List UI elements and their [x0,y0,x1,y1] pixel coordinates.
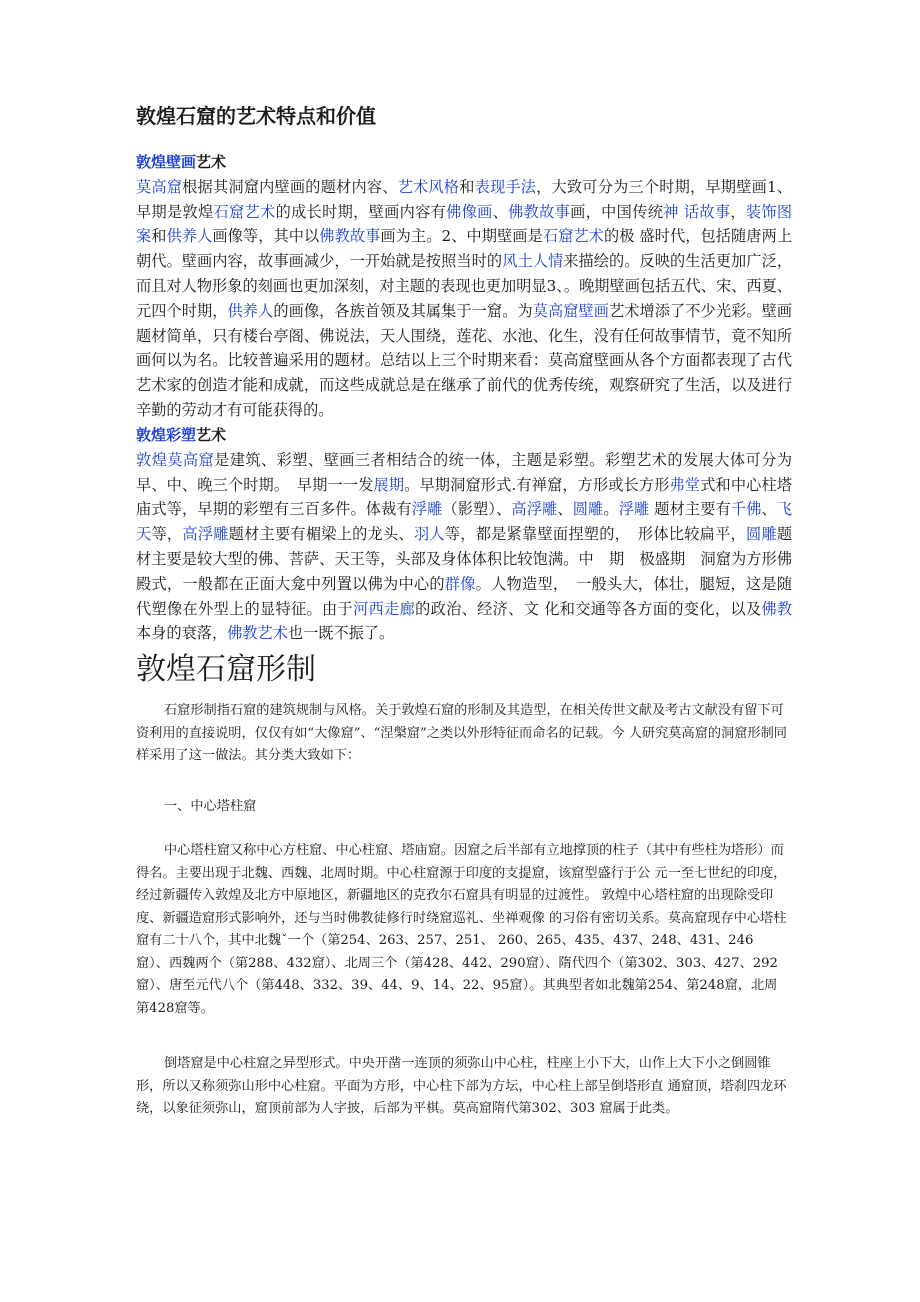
term-link[interactable]: 敦煌 [136,450,168,469]
term-link[interactable]: 弗堂 [669,475,701,494]
term-link[interactable]: 佛教故事 [508,202,571,221]
inverted-pagoda-paragraph: 倒塔窟是中心柱窟之异型形式。中央开凿一连顶的须弥山中心柱，柱座上小下大，山作上大下小之倒圆锥形，所以又称须弥山形中心柱窟。平面为方形，中心柱下部为方坛，中心柱上部呈倒塔形直 通窟顶，塔刹四龙环绕，以象征须弥山，窟顶前部为人字披，后部为平棋。莫高窟隋代第302、303 窟属于此类。 [136,1056,787,1116]
text-run: 画为主。2、中期壁画是 [380,227,543,246]
text-run: 题材主要是较大型的佛、菩萨、天王等，头部及身体体积比较饱满。中 期 极盛期 洞窟为方形佛殿式，一般都在正面大龛中列置以佛为中心的 [136,525,793,593]
cave-form-heading: 敦煌石窟形制 [136,652,316,687]
text-run: 是建筑、彩塑、壁画三者相结合的统一体，主题是彩塑。彩塑艺术的发展大体可分为早、中、晚三个时期。 早期一一发 [136,450,793,494]
term-link[interactable]: 莫高窟壁画 [532,301,610,320]
term-link[interactable]: 佛像画 [446,202,493,221]
central-pillar-subheading: 一、中心塔柱窟 [164,799,257,814]
text-run: 等， [151,525,183,544]
text-run: 画像等，其中以 [212,227,320,246]
term-link[interactable]: 莫高窟 [167,450,215,469]
text-run: 题材主要有 [649,500,731,519]
intro-paragraph-block [136,700,790,768]
term-link[interactable]: 浮雕 [411,500,443,519]
sculpture-heading [136,426,226,444]
mural-paragraph [136,175,792,423]
term-link[interactable]: 圆雕 [746,525,777,544]
term-link[interactable]: 河西走廊 [353,599,416,618]
term-link[interactable]: 浮雕 [618,500,650,519]
mural-section [136,150,792,423]
mural-heading-rest: 艺术 [196,153,227,171]
term-link[interactable]: 群像 [444,574,476,593]
mural-heading-link[interactable]: 敦煌壁画 [136,153,197,171]
text-run: 艺术增添了不少光彩。壁画题材简单，只有楼台亭阁、佛说法，天人围绕，莲花、水池、化生，没有任何故事情节，竟不知所画何以为名。比较普遍采用的题材。总结以上三个时期来看：莫高窟壁画从各个方面都表现了古代艺术家的创造才能和成就，而这些成就总是在继承了前代的优秀传统，观察研究了生活，以及进行辛勤的劳动才有可能获得的。 [136,301,793,419]
term-link[interactable]: 装饰图案 [136,202,793,246]
text-run: 的成长时期，壁画内容有 [275,202,447,221]
sculpture-paragraph [136,448,792,646]
text-run: 。 [603,500,619,519]
text-run: 、 [557,500,573,519]
text-run: 来描绘的。反映的生活更加广泛，而且对人物形象的刻画也更加深刻，对主题的表现也更加明显3、。晚期壁画包括五代、宋、西夏、元四个时期， [136,252,793,320]
term-link[interactable]: 千佛 [730,500,762,519]
term-link[interactable]: 展期 [373,475,405,494]
text-run: ， [730,202,746,221]
term-link[interactable]: 高浮雕 [182,525,229,544]
text-run: 等，都是紧靠壁面捏塑的， 形体比较扁平， [444,525,746,544]
term-link[interactable]: 艺术风格 [397,177,460,196]
term-link[interactable]: 石窟艺术 [542,227,604,246]
term-link[interactable]: 表现手法 [474,177,537,196]
term-link[interactable]: 供养人 [166,227,213,246]
text-run: 画，中国传统 [570,202,664,221]
text-run: 和 [151,227,167,246]
text-run: 。早期洞窟形式.有禅窟，方形或长方形 [404,475,670,494]
term-link[interactable]: 石窟艺术 [213,202,276,221]
text-run: 题材主要有楣梁上的龙头、 [228,525,414,544]
text-run: 式和中心柱塔庙式等，早期的彩塑有三百多件。体裁有 [136,475,793,519]
intro-paragraph: 石窟形制指石窟的建筑规制与风格。关于敦煌石窟的形制及其造型，在相关传世文献及考古文献没有留下可资利用的直接说明，仅仅有如“大像窟”、“涅槃窟”之类以外形特征而命名的记载。今 人研究莫高窟的洞窟形制同样采用了这一做法。其分类大致如下： [136,703,787,763]
sculpture-heading-rest: 艺术 [196,426,227,444]
term-link[interactable]: 羽人 [413,525,445,544]
text-run: 的极 盛时代，包括随唐两上朝代。壁画内容，故事画减少，一开始就是按照当时的 [136,227,793,271]
document-title: 敦煌石窟的艺术特点和价值 [136,104,376,128]
text-run: 的政治、经济、文 化和交通等各方面的变化，以及 [415,599,762,618]
text-run: 的画像，各族首领及其属集于一窟。为 [273,301,533,320]
text-run: 本身的衰落， [136,624,228,643]
text-run: 和 [459,177,475,196]
central-pillar-block [136,840,790,1020]
sculpture-heading-link[interactable]: 敦煌彩塑 [136,426,197,444]
text-run: （影塑）、 [442,500,512,519]
text-run: 、 [492,202,509,221]
text-run: 。人物造型， 一般头大，体壮，腿短，这是随代塑像在外型上的显特征。由于 [136,574,793,618]
text-run: 根据其洞窟内壁画的题材内容、 [182,177,398,196]
term-link[interactable]: 佛教故事 [319,227,381,246]
central-pillar-paragraph: 中心塔柱窟又称中心方柱窟、中心柱窟、塔庙窟。因窟之后半部有立地撑顶的柱子（其中有些柱为塔形）而得名。主要出现于北魏、西魏、北周时期。中心柱窟源于印度的支提窟，该窟型盛行于公 元一至七世纪的印度，经过新疆传入敦煌及北方中原地区，新疆地区的克孜尔石窟具有明显的过渡性。 敦煌中心塔柱窟的出现除受印度、新疆造窟形式影响外，还与当时佛教徒修行时绕窟巡礼、坐禅观像 的习俗有密切关系。莫高窟现存中心塔柱窟有二十八个，其中北魏ˇ一个（第254、263、257、251、 260、265、435、437、248、431、246 窟）、西魏两个（第288、432窟）、北周三个（第428、442、290窟）、隋代四个（第302、303、427、292 窟）、唐至元代八个（第448、332、39、44、9、14、22、95窟）。其典型者如北魏第254、第248窟，北周第428窟等。 [136,843,787,1016]
term-link[interactable]: 莫高窟 [136,177,183,196]
inverted-pagoda-block [136,1053,790,1121]
text-run: ，大致可分为三个时期，早期壁画1、早期是敦煌 [136,177,793,221]
mural-heading [136,153,226,171]
term-link[interactable]: 佛教艺术 [227,624,288,643]
term-link[interactable]: 佛教 [761,599,793,618]
term-link[interactable]: 神 话故事 [663,202,731,221]
sculpture-section [136,423,792,646]
text-run: 、 [761,500,777,519]
text-run: 也一既不振了。 [287,624,395,643]
term-link[interactable]: 圆雕 [572,500,604,519]
term-link[interactable]: 高浮雕 [511,500,558,519]
term-link[interactable]: 供养人 [227,301,274,320]
term-link[interactable]: 风土人情 [502,252,564,271]
term-link[interactable]: 飞天 [136,500,793,544]
